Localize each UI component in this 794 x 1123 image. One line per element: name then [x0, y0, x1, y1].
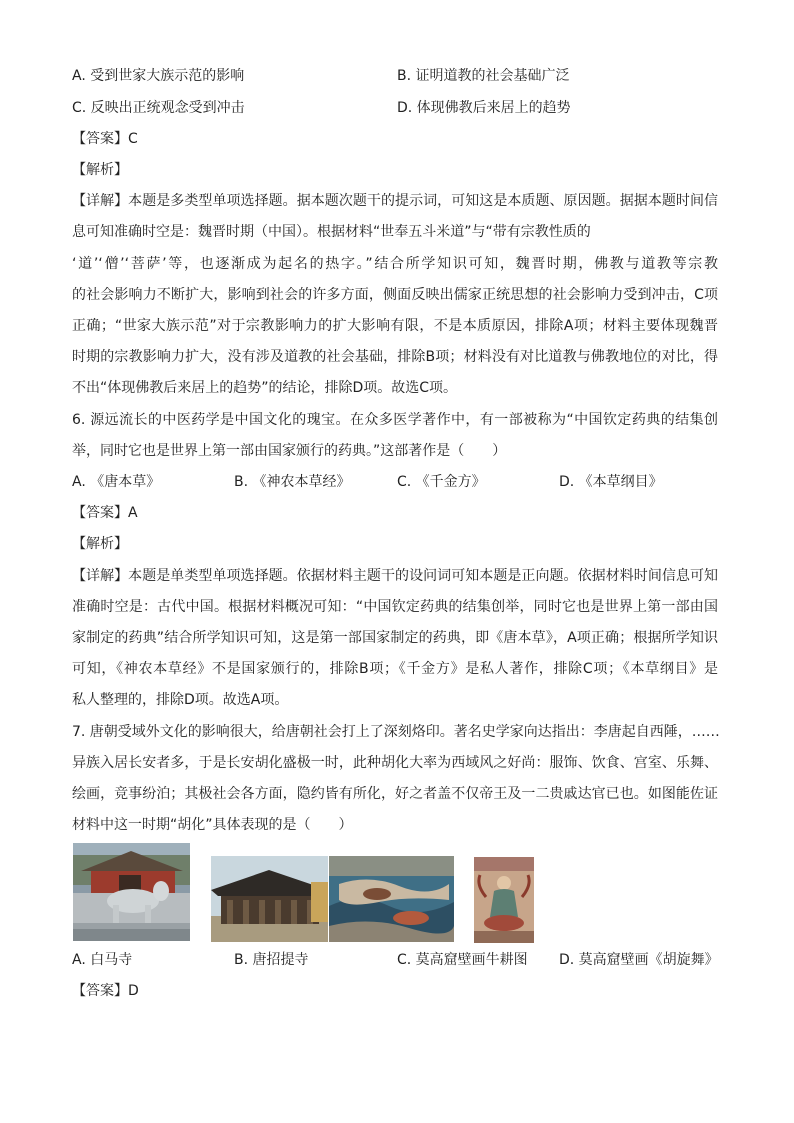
q5-option-a: A. 受到世家大族示范的影响 [72, 68, 245, 84]
q5-analysis-label: 【解析】 [72, 162, 128, 178]
q5-detail-line: 不出“体现佛教后来居上的趋势”的结论，排除D项。故选C项。 [72, 380, 458, 396]
q6-option-a: A. 《唐本草》 [72, 474, 161, 490]
q5-detail-line: 正确；“世家大族示范”对于宗教影响力的扩大影响有限，不是本质原因，排除A项；材料主要体现魏晋 [72, 318, 718, 334]
q7-stem-line: 异族入居长安者多，于是长安胡化盛极一时，此种胡化大率为西域风之好尚：服饰、饮食、宫室、乐舞、 [72, 755, 718, 771]
mogao-huxuan-dance-mural [474, 857, 534, 943]
q6-stem-line: 举，同时它也是世界上第一部由国家颁行的药典。”这部著作是（ ） [72, 443, 507, 459]
q5-answer: 【答案】C [72, 131, 138, 147]
q7-stem-line: 绘画，竞事纷泊；其极社会各方面，隐约皆有所化，好之者盖不仅帝王及一二贵戚达官已也。如图能佐证 [72, 786, 718, 802]
q7-option-d: D. 莫高窟壁画《胡旋舞》 [559, 952, 719, 968]
q6-detail-line: 可知，《神农本草经》不是国家颁行的，排除B项；《千金方》是私人著作，排除C项；《本草纲目》是 [72, 661, 718, 677]
q7-option-b: B. 唐招提寺 [234, 952, 309, 968]
q6-option-c: C. 《千金方》 [397, 474, 486, 490]
q5-option-c: C. 反映出正统观念受到冲击 [72, 100, 245, 116]
q6-option-b: B. 《神农本草经》 [234, 474, 351, 490]
q6-detail-line: 私人整理的，排除D项。故选A项。 [72, 692, 289, 708]
q7-stem-line: 7. 唐朝受域外文化的影响很大，给唐朝社会打上了深刻烙印。著名史学家向达指出：李唐起自西陲，…… [72, 724, 720, 740]
q7-option-c: C. 莫高窟壁画牛耕图 [397, 952, 528, 968]
q6-answer: 【答案】A [72, 505, 138, 521]
q5-option-b: B. 证明道教的社会基础广泛 [397, 68, 570, 84]
q7-option-a: A. 白马寺 [72, 952, 133, 968]
q7-stem-line: 材料中这一时期“胡化”具体表现的是（ ） [72, 817, 353, 833]
white-horse-temple-photo [73, 843, 190, 941]
q6-option-d: D. 《本草纲目》 [559, 474, 663, 490]
q5-detail-line: 时期的宗教影响力扩大，没有涉及道教的社会基础，排除B项；材料没有对比道教与佛教地位的对比，得 [72, 349, 718, 365]
q5-detail-line: 的社会影响力不断扩大，影响到社会的许多方面，侧面反映出儒家正统思想的社会影响力受到冲击，C项 [72, 287, 718, 303]
q5-detail-line: ‘道’‘僧’‘菩萨’等，也逐渐成为起名的热字。”结合所学知识可知，魏晋时期，佛教与道教等宗教 [72, 256, 718, 272]
q6-detail-line: 准确时空是：古代中国。根据材料概况可知：“中国钦定药典的结集创举，同时它也是世界上第一部由国 [72, 599, 718, 615]
q5-detail-line: 【详解】本题是多类型单项选择题。据本题次题干的提示词，可知这是本质题、原因题。据据本题时间信 [72, 193, 718, 209]
q7-answer: 【答案】D [72, 983, 139, 999]
q5-detail-line: 息可知准确时空是：魏晋时期（中国）。根据材料“世奉五斗米道”与“带有宗教性质的 [72, 224, 591, 240]
q6-analysis-label: 【解析】 [72, 536, 128, 552]
q6-detail-line: 【详解】本题是单类型单项选择题。依据材料主题干的设问词可知本题是正向题。依据材料时间信息可知 [72, 568, 718, 584]
toshodaiji-temple-photo [211, 856, 328, 942]
q6-stem-line: 6. 源远流长的中医药学是中国文化的瑰宝。在众多医学著作中，有一部被称为“中国钦定药典的结集创 [72, 412, 718, 428]
mogao-ox-plowing-mural [329, 856, 454, 942]
q6-detail-line: 家制定的药典”结合所学知识可知，这是第一部国家制定的药典，即《唐本草》，A项正确；根据所学知识 [72, 630, 718, 646]
q5-option-d: D. 体现佛教后来居上的趋势 [397, 100, 571, 116]
